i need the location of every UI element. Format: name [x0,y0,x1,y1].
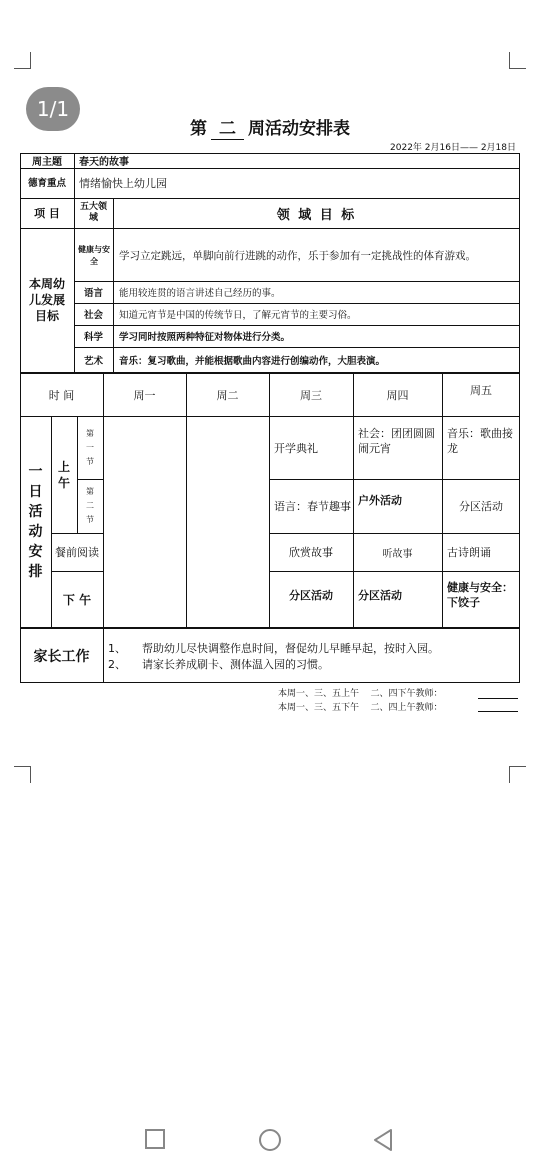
parent-item-text: 帮助幼儿尽快调整作息时间，督促幼儿早睡早起，按时入园。 [142,642,439,655]
moral-value: 情绪愉快上幼儿园 [79,177,167,190]
crop-mark [509,52,526,69]
goal-text: 音乐：复习歌曲，并能根据歌曲内容进行创编动作，大胆表演。 [119,356,386,367]
period-label-text: 第二节 [86,487,94,524]
parent-item-num: 2、 [108,658,126,671]
home-icon[interactable] [258,1128,282,1152]
crop-mark [14,766,31,783]
day-header: 周五 [470,383,492,397]
schedule-cell: 听故事 [382,548,413,560]
goal-text: 学习立定跳远，单脚向前行进跳的动作，乐于参加有一定挑战性的体育游戏。 [119,249,476,262]
weekly-goals-label: 本周幼儿发展目标 [28,277,65,323]
period-label-text: 第一节 [86,428,94,466]
schedule-cell: 社会：团团圆圆闹元宵 [358,427,435,455]
time-header: 时 间 [48,388,75,402]
parent-item-num: 1、 [108,642,126,655]
period-label [77,416,103,479]
theme-label: 周主题 [32,157,62,168]
daily-label [20,416,51,628]
moral-label: 德育重点 [27,178,66,189]
goal-domain: 语言 [83,288,103,299]
schedule-cell: 分区活动 [459,500,503,513]
schedule-cell: 古诗朗诵 [447,546,491,559]
day-header: 周三 [300,388,322,402]
five-domains-label: 五大领域 [79,202,107,223]
morning-label [51,416,77,533]
goal-domain: 艺术 [83,356,103,367]
crop-mark [14,52,31,69]
goal-text: 学习同时按照两种特征对物体进行分类。 [119,332,291,343]
day-header: 周四 [386,388,409,402]
schedule-cell: 分区活动 [289,588,333,602]
footer-teacher-line: 本周一、三、五下午 二、四上午教师： [278,703,443,713]
daily-label-text: 一日活动安排 [28,464,43,580]
period-label [77,479,103,533]
schedule-cell: 户外活动 [358,494,402,507]
afternoon-label: 下 午 [62,593,92,607]
parent-item [108,656,329,672]
day-header: 周二 [216,388,239,402]
title-suffix: 周活动安排表 [248,119,350,139]
lunch-reading-label: 餐前阅读 [55,545,99,559]
footer-teacher-line: 本周一、三、五上午 二、四下午教师： [278,689,443,699]
project-label: 项 目 [34,207,60,220]
doc-title [0,114,540,140]
goal-domain: 健康与安全 [78,245,110,266]
schedule-cell: 开学典礼 [274,441,318,455]
schedule-cell: 音乐：歌曲接龙 [447,427,513,455]
parent-item-text: 请家长养成刷卡、测体温入园的习惯。 [142,658,329,671]
date-range: 2022年 2月16日—— 2月18日 [390,143,516,153]
back-icon[interactable] [372,1128,394,1152]
schedule-cell: 欣赏故事 [289,546,333,559]
domain-goals-label: 领 域 目 标 [276,207,357,223]
schedule-cell: 语言：春节趣事 [274,499,351,513]
title-week: 二 [211,114,244,140]
recent-apps-icon[interactable] [144,1128,166,1150]
goal-text: 能用较连贯的语言讲述自己经历的事。 [119,288,281,299]
schedule-cell: 健康与安全：下饺子 [447,581,513,609]
parent-work-label: 家长工作 [33,648,90,665]
page-indicator: 1/1 [26,87,80,131]
day-header: 周一 [133,388,156,402]
crop-mark [509,766,526,783]
morning-label-text: 上午 [57,459,70,490]
goal-domain: 科学 [83,332,103,343]
title-prefix: 第 [190,119,207,139]
parent-item [108,640,439,656]
goal-text: 知道元宵节是中国的传统节日，了解元宵节的主要习俗。 [119,310,357,321]
goal-domain: 社会 [83,310,103,321]
theme-value: 春天的故事 [79,157,129,168]
schedule-cell: 分区活动 [358,588,402,602]
